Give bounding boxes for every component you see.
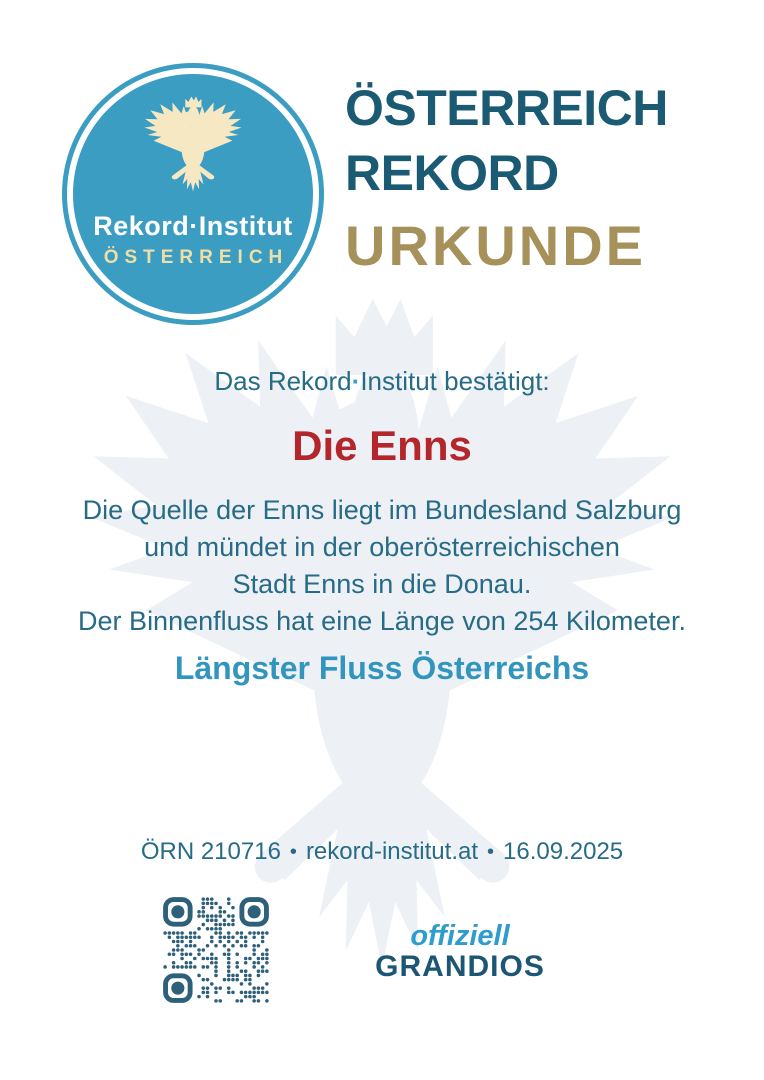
description-line: und mündet in der oberösterreichischen [144,532,620,562]
title-line-1: ÖSTERREICH [345,80,668,136]
reference-line [0,838,764,866]
record-title: Längster Fluss Österreichs [174,650,590,686]
brand-grandios: GRANDIOS [375,950,545,983]
bullet-separator: • [487,841,495,863]
logo-name-dot: · [189,211,199,241]
record-number: ÖRN 210716 [140,838,281,865]
description-line: Stadt Enns in die Donau. [232,569,532,599]
certificate-date: 16.09.2025 [503,838,624,865]
header [0,0,764,340]
confirm-part1: Das Rekord [214,366,352,396]
description-line: Der Binnenfluss hat eine Länge von 254 Kilometer. [78,606,686,636]
confirmation-line [0,366,764,397]
subtitle-urkunde: URKUNDE [345,214,646,277]
logo-institute-name [62,211,324,242]
logo-name-part2: Institut [198,211,293,241]
bullet-separator: • [289,841,297,863]
title-block [345,76,668,276]
record-description [0,492,764,640]
austrian-eagle-emblem-icon [139,85,247,203]
logo-country-label: ÖSTERREICH [103,247,289,268]
official-label: offiziell [410,920,510,952]
qr-code [163,897,269,1003]
logo-name-part1: Rekord [93,211,190,241]
rekord-institut-logo-seal [62,63,324,325]
confirm-part2: Institut bestätigt: [360,366,550,396]
description-line: Die Quelle der Enns liegt im Bundesland Salzburg [82,495,682,525]
confirm-dot: · [351,366,361,396]
website-text: rekord-institut.at [305,838,479,865]
official-badge [375,921,545,983]
record-holder-name: Die Enns [292,422,472,469]
title-line-2: REKORD [345,145,559,201]
